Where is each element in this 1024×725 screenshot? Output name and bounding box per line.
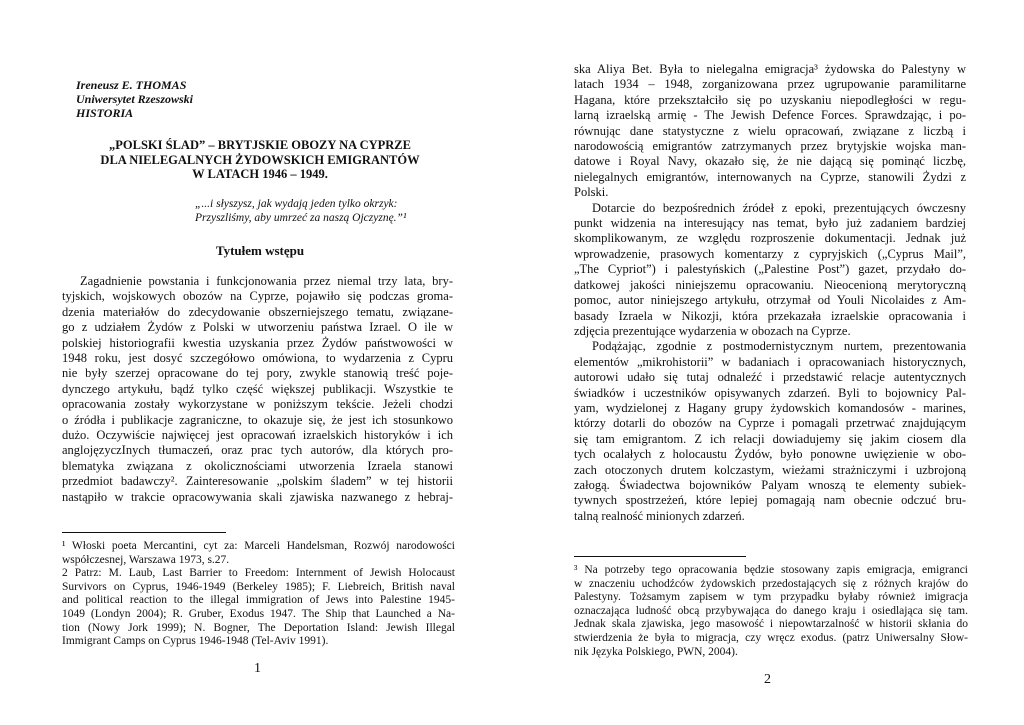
text-line: 1948 roku, jest dosyć szczegółowo omówiona, to wydarzenia z Cypru (62, 351, 453, 366)
author-affiliation: Uniwersytet Rzeszowski (76, 92, 194, 106)
text-line: pomoc, autor niniejszego artykułu, otrzymał od Youli Nicolaides z Am- (574, 293, 966, 308)
epigraph (195, 198, 455, 225)
footnote-line: Jednak skala zjawiska, jego masowość i niepowtarzalność w historii skłania do (574, 618, 968, 631)
footnote-line: ³ Na potrzeby tego opracowania będzie stosowany zapis emigracja, emigranci (574, 564, 968, 576)
footnote-separator (62, 532, 226, 533)
footnote-line: nik Języka Polskiego, PWN, 2004). (574, 645, 738, 658)
text-line: nastąpiło w trakcie opracowywania skali zjawiska nazwanego z hebraj- (62, 489, 453, 504)
author-discipline: HISTORIA (76, 106, 134, 120)
text-line: równując dane statystyczne z wielu opracowań, związane z liczbą i (574, 123, 966, 138)
footnote-line: ¹ Włoski poeta Mercantini, cyt za: Marceli Handelsman, Rozwój narodowości (62, 540, 455, 552)
text-line: się tam emigrantom. Z ich relacji dowiadujemy się jakim ciosem dla (574, 431, 966, 446)
footnote-line: oznaczająca ludność obcą przybywająca do danego kraju i osiedlająca się tam. (574, 604, 968, 617)
footnote-line: Palestyny. Tożsamym zapisem w tym przypadku byłaby również imigracja (574, 591, 968, 604)
text-line: dużo. Oczywiście najwięcej jest opracowań izraelskich historyków i ich (62, 428, 453, 443)
text-line: Dotarcie do bezpośrednich źródeł z epoki, prezentujących ówczesny (592, 200, 966, 215)
text-line: yam, wydzielonej z Hagany grupy żydowskich komandosów - marines, (574, 400, 966, 415)
text-line: wprowadzenie, prasowych komentarzy z cypryjskich („Cyprus Mail”, (574, 246, 966, 261)
text-line: polskiej historiografii kwestia uzyskania przez Żydów państwowości w (62, 335, 453, 350)
text-line: skomplikowanym, ze względu rozproszenie dokumentacji. Jednak już (574, 231, 966, 246)
epigraph-line: Przyszliśmy, aby umrzeć za naszą Ojczyznę.”¹ (195, 211, 407, 224)
text-line: świadków i uczestników opisywanych zdarzeń. Byli to bojownicy Pal- (574, 385, 966, 400)
text-line: latach 1934 – 1948, zorganizowana przez ugrupowanie paramilitarne (574, 77, 966, 92)
text-line: załogą. Świadectwa bojowników Palyam wnoszą te elementy subiek- (574, 477, 966, 492)
footnote-line: tion (Nowy Jork 1999); N. Bogner, The Deportation Island: Jewish Illegal (62, 621, 455, 634)
text-line: anglojęzyczInych tłumaczeń, oraz prac tych autorów, dla których pro- (62, 443, 453, 458)
text-line: Polski. (574, 185, 609, 200)
right-body-text (574, 62, 966, 524)
title-line: „POLSKI ŚLAD” – BRYTJSKIE OBOZY NA CYPRZE (109, 138, 411, 152)
text-line: „The Cypriot”) i palestyńskich („Palestine Post”) gazet, przydało do- (574, 262, 966, 277)
title-line: W LATACH 1946 – 1949. (192, 167, 328, 181)
text-line: autorowi udało się tutaj odnaleźć i przedstawić relacje autentycznych (574, 370, 966, 385)
text-line: larną izraelską armię - The Jewish Defence Forces. Sprawdzając, i po- (574, 108, 966, 123)
footnote-line: Immigrant Camps on Cyprus 1946-1948 (Tel-Aviv 1991). (62, 635, 329, 648)
epigraph-line: „...i słyszysz, jak wydają jeden tylko okrzyk: (195, 198, 398, 210)
page-number: 1 (254, 661, 261, 676)
footnote-line: w znaczeniu uchodźców żydowskich przedostających się z różnych krajów do (574, 577, 968, 590)
left-body-text (62, 274, 453, 505)
footnote-line: and political reaction to the illegal immigration of Jews into Palestine 1945- (62, 594, 455, 607)
text-line: opracowania zostały wykorzystane w poniższym tekście. Jeżeli chodzi (62, 397, 453, 412)
footnote-line: Survivors on Cyprus, 1946-1949 (Berkeley 1985); F. Liebreich, British naval (62, 580, 455, 593)
text-line: nielegalnych emigrantów, internowanych na Cyprze, stanowili Żydzi z (574, 169, 966, 184)
text-line: zdjęcia prezentujące wydarzenia w obozach na Cyprze. (574, 323, 851, 338)
text-line: którzy dotarli do obozów na Cyprze i pomagali przetrwać znajdującym (574, 416, 966, 431)
author-block (76, 78, 193, 120)
text-line: ska Aliya Bet. Była to nielegalna emigracja³ żydowska do Palestyny w (574, 62, 966, 76)
text-line: Hagana, które przekształciło się po uzyskaniu niepodległości w regu- (574, 92, 966, 107)
text-line: blematyka związana z okolicznościami utworzenia Izraela stanowi (62, 458, 453, 473)
text-line: Zagadnienie powstania i funkcjonowania przez niemal trzy lata, bry- (80, 274, 453, 288)
right-page (512, 0, 1024, 725)
text-line: talną realność minionych zdarzeń. (574, 508, 745, 523)
footnote-line: współczesnej, Warszawa 1973, s.27. (62, 553, 230, 566)
text-line: narodowością emigrantów zatrzymanych przez brytyjskie wojska man- (574, 139, 966, 154)
text-line: datowe i Royal Navy, okazało się, że nie dającą się pominąć liczbę, (574, 154, 966, 169)
text-line: punkt widzenia na interesujący nas temat, było już zadaniem bardziej (574, 216, 966, 231)
text-line: przedmiot badawczy². Zainteresowanie „polskim śladem” w tej historii (62, 474, 453, 489)
text-line: zach otoczonych drutem kolczastym, wieżami strażniczymi i uzbrojoną (574, 462, 966, 477)
section-heading: Tytułem wstępu (215, 243, 305, 258)
text-line: tyjskich, wojskowych obozów na Cyprze, pojawiło się podczas groma- (62, 289, 453, 304)
text-line: tywnych spostrzeżeń, które lepiej pomagają nam obecnie odczuć bru- (574, 493, 966, 508)
right-footnotes (574, 564, 968, 659)
text-line: nie były szerzej opracowane do tej pory, zwykle stanowią treść poje- (62, 366, 453, 381)
article-title (60, 138, 460, 182)
text-line: tych ocalałych z holocaustu Żydów, było ponowne uwięzienie w obo- (574, 447, 966, 462)
text-line: dzenia materiałów do zdecydowanie obszerniejszego tematu, związane- (62, 304, 453, 319)
author-name: Ireneusz E. THOMAS (76, 78, 187, 92)
footnote-line: 1049 (Londyn 2004); R. Gruber, Exodus 1947. The Ship that Launched a Na- (62, 607, 455, 620)
page-number: 2 (764, 672, 771, 687)
text-line: go z udziałem Żydów z Polski w utworzeniu państwa Izrael. O ile w (62, 320, 453, 335)
text-line: elementów „mikrohistorii” w badaniach i opracowaniach historycznych, (574, 354, 966, 369)
text-line: dynczego artykułu, bądź tylko część większej publikacji. Wszystkie te (62, 381, 453, 396)
left-footnotes (62, 540, 455, 649)
text-line: o źródła i publikacje zagraniczne, to okazuje się, że jest ich stosunkowo (62, 412, 453, 427)
text-line: basady Izraela w Nikozji, która przekazała izraelskie opracowania i (574, 308, 966, 323)
title-line: DLA NIELEGALNYCH ŻYDOWSKICH EMIGRANTÓW (100, 152, 420, 167)
text-line: Podążając, zgodnie z postmodernistycznym nurtem, prezentowania (592, 339, 966, 354)
footnote-separator (574, 556, 746, 557)
text-line: datkowej jakości niniejszemu opracowaniu. Nieocenioną merytoryczną (574, 277, 966, 292)
footnote-line: 2 Patrz: M. Laub, Last Barrier to Freedom: Internment of Jewish Holocaust (62, 567, 455, 580)
footnote-line: stwierdzenia że była to migracja, czy wręcz exodus. (patrz Uniwersalny Słow- (574, 631, 968, 644)
